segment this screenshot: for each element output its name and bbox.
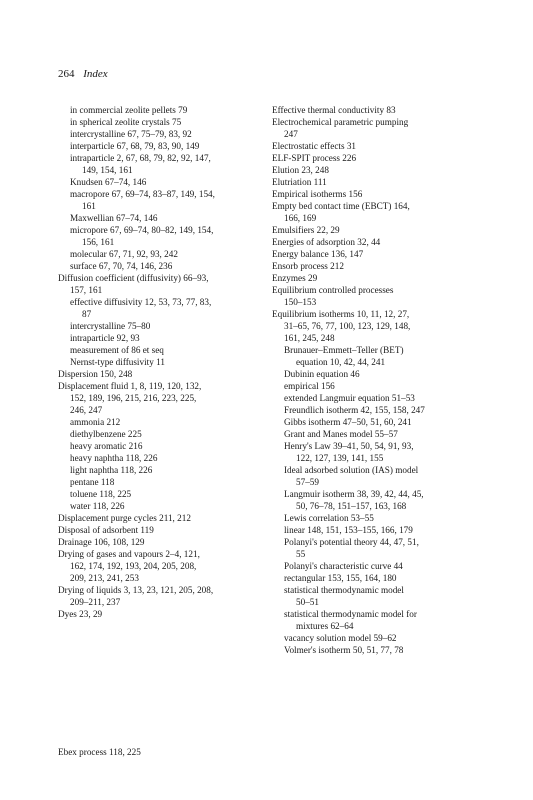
index-entry [272,380,477,392]
index-entry-continuation: 50, 76–78, 151–157, 163, 168 [296,501,407,511]
index-entry-text: Drying of gases and vapours 2–4, 121, [58,549,200,559]
index-entry-text: in spherical zeolite crystals 75 [70,117,182,127]
index-entry [272,392,477,404]
index-entry [272,272,477,284]
index-entry [58,140,258,152]
index-entry-text: linear 148, 151, 153–155, 166, 179 [284,525,413,535]
index-entry-text: Enzymes 29 [272,273,318,283]
index-entry [58,332,258,344]
index-entry-text: extended Langmuir equation 51–53 [284,393,415,403]
index-entry-text: interparticle 67, 68, 79, 83, 90, 149 [70,141,200,151]
index-entry-text: in commercial zeolite pellets 79 [70,105,188,115]
index-entry-text: ammonia 212 [70,417,121,427]
index-entry-text: Nernst-type diffusivity 11 [70,357,165,367]
index-entry-text: Brunauer–Emmett–Teller (BET) [284,345,404,355]
index-entry-continuation: 152, 189, 196, 215, 216, 223, 225, [70,393,197,403]
index-entry-continuation: 161 [82,201,96,211]
index-entry [58,224,258,248]
index-entry-text: Freundlich isotherm 42, 155, 158, 247 [284,405,425,415]
index-entry [272,344,477,368]
index-entry-text: Polanyi's potential theory 44, 47, 51, [284,537,419,547]
index-entry [58,344,258,356]
index-entry-continuation: mixtures 62–64 [296,621,354,631]
index-entry-text: Electrostatic effects 31 [272,141,357,151]
index-entry-text: Dyes 23, 29 [58,609,103,619]
index-entry-continuation: 247 [284,129,298,139]
index-entry-text: intraparticle 2, 67, 68, 79, 82, 92, 147, [70,153,211,163]
index-entry [58,452,258,464]
index-entry-text: Disposal of adsorbent 119 [58,525,154,535]
index-entry-text: Dispersion 150, 248 [58,369,133,379]
index-column-left [58,104,258,620]
index-entry [272,260,477,272]
index-entry [58,248,258,260]
index-entry [272,404,477,416]
index-entry [272,104,477,116]
index-entry-text: effective diffusivity 12, 53, 73, 77, 83, [70,297,212,307]
index-entry [272,416,477,428]
index-entry [58,548,258,584]
index-entry [272,536,477,560]
index-entry-text: Emulsifiers 22, 29 [272,225,340,235]
index-entry [272,512,477,524]
index-entry [272,428,477,440]
index-entry-text: micropore 67, 69–74, 80–82, 149, 154, [70,225,214,235]
running-header [58,68,108,80]
index-entry-text: Elution 23, 248 [272,165,329,175]
index-entry-text: Grant and Manes model 55–57 [284,429,398,439]
index-entry [58,380,258,416]
index-entry [58,272,258,296]
index-entry-text: Elutriation 111 [272,177,327,187]
index-entry-text: diethylbenzene 225 [70,429,142,439]
index-entry-text: Drainage 106, 108, 129 [58,537,145,547]
index-entry [58,512,258,524]
index-entry-continuation: 161, 245, 248 [284,333,335,343]
index-entry [58,476,258,488]
index-entry-text: light naphtha 118, 226 [70,465,153,475]
index-entry [58,500,258,512]
index-entry-continuation: 150–153 [284,297,317,307]
index-entry [272,644,477,656]
index-entry [58,428,258,440]
index-entry-text: Volmer's isotherm 50, 51, 77, 78 [284,645,404,655]
index-entry-text: intercrystalline 67, 75–79, 83, 92 [70,129,192,139]
index-entry-continuation: 57–59 [296,477,319,487]
index-entry-text: intercrystalline 75–80 [70,321,151,331]
index-entry [272,248,477,260]
index-entry [58,188,258,212]
index-entry-text: Diffusion coefficient (diffusivity) 66–93, [58,273,209,283]
index-entry-text: toluene 118, 225 [70,489,132,499]
index-entry [272,188,477,200]
index-entry-continuation: 209, 213, 241, 253 [70,573,139,583]
index-entry [58,128,258,140]
page-number: 264 [58,68,75,80]
index-entry-continuation: 55 [296,549,306,559]
index-entry-text: heavy aromatic 216 [70,441,143,451]
index-entry [272,632,477,644]
index-entry-text: statistical thermodynamic model for [284,609,417,619]
index-entry-text: Displacement fluid 1, 8, 119, 120, 132, [58,381,202,391]
index-entry [58,260,258,272]
index-entry-continuation: 209–211, 237 [70,597,121,607]
index-entry [58,104,258,116]
index-entry [272,368,477,380]
index-entry-text: Energy balance 136, 147 [272,249,364,259]
index-entry-text: Equilibrium controlled processes [272,285,394,295]
index-entry-continuation: 166, 169 [284,213,317,223]
index-entry [58,440,258,452]
index-entry-continuation: 157, 161 [70,285,103,295]
index-entry-text: Empty bed contact time (EBCT) 164, [272,201,410,211]
index-entry-continuation: 87 [82,309,92,319]
index-entry [272,524,477,536]
index-entry [272,200,477,224]
index-entry [272,584,477,608]
index-entry [58,116,258,128]
index-entry-text: Equilibrium isotherms 10, 11, 12, 27, [272,309,410,319]
index-entry-text: water 118, 226 [70,501,125,511]
index-entry-text: vacancy solution model 59–62 [284,633,397,643]
index-entry-text: surface 67, 70, 74, 146, 236 [70,261,173,271]
index-entry-text: empirical 156 [284,381,335,391]
index-entry-text: Lewis correlation 53–55 [284,513,374,523]
index-entry-text: measurement of 86 et seq [70,345,164,355]
index-entry-text: Dubinin equation 46 [284,369,360,379]
index-entry-text: ELF-SPIT process 226 [272,153,357,163]
index-entry-ebex: Ebex process 118, 225 [58,747,141,757]
index-entry [272,488,477,512]
index-entry-continuation: 50–51 [296,597,319,607]
index-entry-text: pentane 118 [70,477,115,487]
index-entry [58,368,258,380]
index-entry [58,176,258,188]
index-entry-text: Ideal adsorbed solution (IAS) model [284,465,419,475]
index-entry-continuation: 162, 174, 192, 193, 204, 205, 208, [70,561,197,571]
index-entry [58,536,258,548]
index-entry [58,524,258,536]
index-entry-text: Electrochemical parametric pumping [272,117,409,127]
index-entry [272,236,477,248]
index-entry-continuation: 122, 127, 139, 141, 155 [296,453,384,463]
index-entry-text: molecular 67, 71, 92, 93, 242 [70,249,178,259]
index-entry-text: Henry's Law 39–41, 50, 54, 91, 93, [284,441,414,451]
index-entry [58,320,258,332]
index-entry [272,440,477,464]
index-entry-text: intraparticle 92, 93 [70,333,140,343]
index-entry-text: Gibbs isotherm 47–50, 51, 60, 241 [284,417,412,427]
index-entry-text: Displacement purge cycles 211, 212 [58,513,191,523]
index-entry [272,284,477,308]
running-title: Index [83,68,108,80]
index-entry-continuation: 31–65, 76, 77, 100, 123, 129, 148, [284,321,411,331]
index-entry-text: Drying of liquids 3, 13, 23, 121, 205, 208, [58,585,214,595]
index-entry-text: Effective thermal conductivity 83 [272,105,396,115]
index-entry [58,488,258,500]
index-entry-continuation: 149, 154, 161 [82,165,133,175]
index-entry [58,212,258,224]
index-entry [58,584,258,608]
index-entry [272,152,477,164]
index-entry [272,572,477,584]
index-column-right [272,104,477,656]
index-entry-text: Empirical isotherms 156 [272,189,363,199]
index-entry [272,224,477,236]
index-entry [58,416,258,428]
index-entry [272,464,477,488]
index-entry-text: rectangular 153, 155, 164, 180 [284,573,397,583]
index-entry-continuation: 156, 161 [82,237,115,247]
index-entry [272,608,477,632]
index-entry-continuation: equation 10, 42, 44, 241 [296,357,386,367]
index-entry-text: Polanyi's characteristic curve 44 [284,561,403,571]
index-entry [272,116,477,140]
index-entry [58,296,258,320]
index-entry-text: Maxwellian 67–74, 146 [70,213,158,223]
index-entry-text: statistical thermodynamic model [284,585,404,595]
index-entry-text: macropore 67, 69–74, 83–87, 149, 154, [70,189,215,199]
index-entry-text: heavy naphtha 118, 226 [70,453,158,463]
index-entry-text: Langmuir isotherm 38, 39, 42, 44, 45, [284,489,424,499]
index-entry-text: Energies of adsorption 32, 44 [272,237,381,247]
index-entry-continuation: 246, 247 [70,405,103,415]
index-entry [58,464,258,476]
index-entry [58,152,258,176]
index-entry-text: Ensorb process 212 [272,261,344,271]
index-entry [272,164,477,176]
index-entry-text: Knudsen 67–74, 146 [70,177,147,187]
index-entry [272,140,477,152]
index-entry [272,308,477,344]
index-entry [272,176,477,188]
index-entry [272,560,477,572]
index-entry [58,608,258,620]
index-entry [58,356,258,368]
